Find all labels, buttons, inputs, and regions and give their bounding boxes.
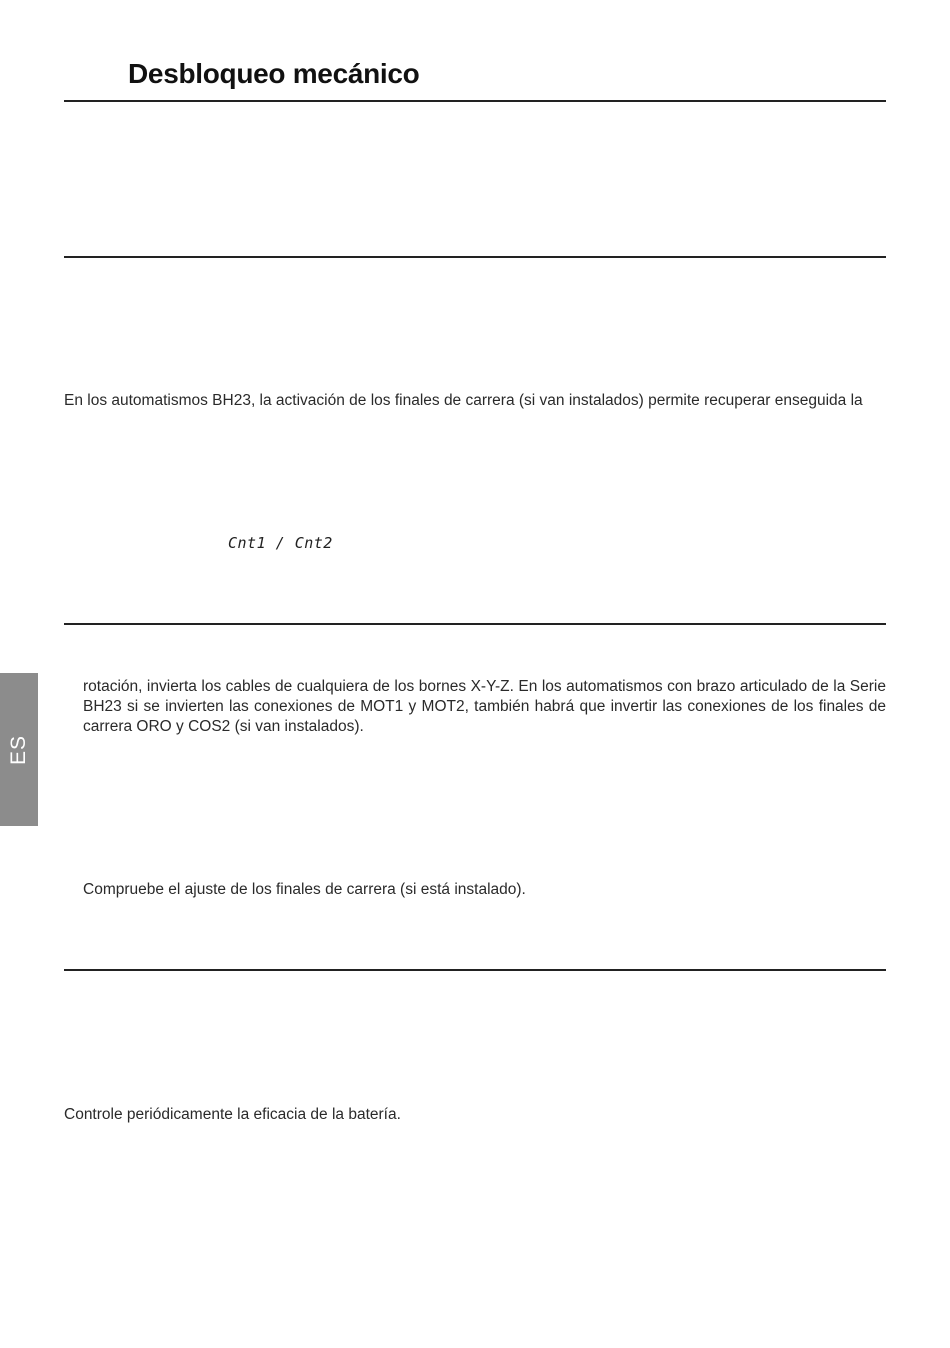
section-divider	[64, 100, 886, 102]
paragraph-line: rotación, invierta los cables de cualquiera de los bornes X-Y-Z. En los automatismos con brazo articulado de la Serie	[83, 678, 886, 695]
paragraph-line: carrera ORO y COS2 (si van instalados).	[83, 718, 364, 735]
limit-switch-paragraph: En los automatismos BH23, la activación de los finales de carrera (si van instalados) permite recuperar enseguida la	[64, 392, 863, 409]
section-divider	[64, 969, 886, 971]
section-divider	[64, 256, 886, 258]
section-divider	[64, 623, 886, 625]
battery-paragraph: Controle periódicamente la eficacia de la batería.	[64, 1106, 401, 1123]
language-tab-label: ES	[7, 734, 30, 765]
check-adjustment-paragraph: Compruebe el ajuste de los finales de carrera (si está instalado).	[83, 881, 526, 898]
display-code: Cnt1 / Cnt2	[228, 534, 333, 552]
paragraph-line: BH23 si se invierten las conexiones de MOT1 y MOT2, también habrá que invertir las conexiones de los finales de	[83, 698, 886, 715]
language-tab	[0, 673, 38, 826]
rotation-paragraph	[83, 677, 886, 737]
page-title: Desbloqueo mecánico	[128, 58, 420, 89]
